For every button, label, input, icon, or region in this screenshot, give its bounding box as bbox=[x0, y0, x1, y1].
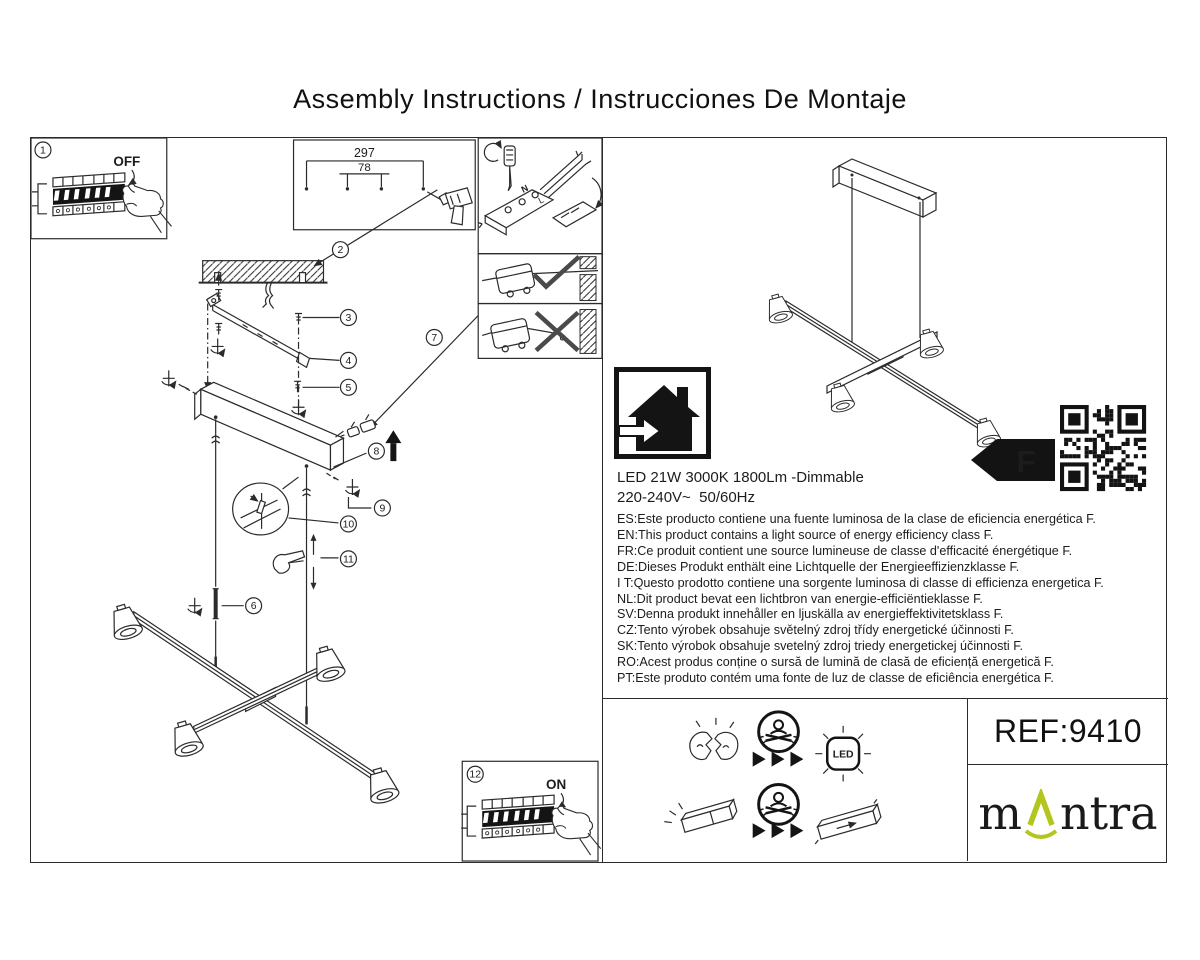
dimension-inner: 78 bbox=[358, 161, 371, 174]
callout-3: 3 bbox=[345, 312, 352, 324]
terminal-cover bbox=[553, 178, 601, 227]
lang-line-ro: RO:Acest produs conține o sursă de lumină de clasă de eficiență energetică F. bbox=[617, 655, 1054, 670]
step-1-panel bbox=[31, 138, 172, 239]
terminal-n-label: N bbox=[519, 182, 530, 195]
callout-2: 2 bbox=[337, 245, 344, 257]
lang-line-sv: SV:Denna produkt innehåller en ljuskälla av energieffektivitetsklass F. bbox=[617, 607, 1004, 622]
ceiling-hole bbox=[300, 273, 306, 283]
replace-arrows bbox=[753, 752, 804, 767]
callout-7: 7 bbox=[431, 332, 438, 344]
assembly-diagram bbox=[31, 138, 602, 862]
assembly-steps-panel bbox=[31, 138, 603, 862]
callout-7-leader bbox=[370, 316, 478, 428]
qualified-person-icon bbox=[759, 784, 799, 824]
push-up-arrow bbox=[385, 430, 401, 461]
callout-4: 4 bbox=[345, 355, 352, 367]
replacement-icons bbox=[603, 699, 968, 861]
callout-2-leader bbox=[315, 190, 438, 266]
spotlight bbox=[763, 292, 793, 325]
replacement-icons-art bbox=[603, 699, 967, 861]
qr-code bbox=[1057, 402, 1149, 494]
flip-off-arrow bbox=[129, 170, 134, 185]
suspension-cable-left bbox=[212, 419, 220, 668]
terminal-l-label: L bbox=[536, 194, 546, 206]
energy-class-letter: F bbox=[1016, 444, 1036, 479]
broken-driver-icon bbox=[660, 788, 738, 837]
energy-language-list bbox=[617, 512, 1162, 687]
off-label: OFF bbox=[113, 153, 141, 169]
lang-line-en: EN:This product contains a light source of energy efficiency class F. bbox=[617, 527, 994, 542]
junction-correct bbox=[478, 254, 602, 304]
page-title: Assembly Instructions / Instrucciones De Montaje bbox=[293, 84, 907, 114]
callout-12: 12 bbox=[469, 769, 482, 781]
footer-panel bbox=[603, 698, 1168, 861]
callout-4-leader bbox=[310, 358, 340, 360]
finished-fixture bbox=[763, 159, 1001, 449]
lang-line-fr: FR:Ce produit contient une source lumineuse de classe d'efficacité énergétique F. bbox=[617, 543, 1073, 558]
qualified-person-icon bbox=[759, 712, 799, 752]
circuit-breaker bbox=[32, 173, 125, 216]
brand-logo-m: m bbox=[978, 785, 1023, 840]
led-driver-icon bbox=[808, 799, 884, 844]
lang-line-it: I T:Questo prodotto contiene una sorgente luminosa di classe di efficienza energetica F. bbox=[617, 575, 1104, 590]
pointing-hand bbox=[123, 184, 172, 233]
brand-logo bbox=[968, 765, 1168, 860]
dimension-outer: 297 bbox=[354, 145, 375, 160]
adjust-hand bbox=[273, 551, 304, 573]
spec-line-2: 220-240V~ 50/60Hz bbox=[617, 489, 756, 506]
broken-lamp-icon bbox=[690, 718, 738, 760]
callout-10-leader bbox=[289, 518, 339, 523]
lang-line-de: DE:Dieses Produkt enthält eine Lichtquelle der Energieeffizienzklasse F. bbox=[617, 559, 1020, 574]
led-badge-label: LED bbox=[832, 749, 854, 761]
on-label: ON bbox=[545, 777, 567, 793]
mains-wires bbox=[263, 283, 274, 309]
callout-8: 8 bbox=[373, 446, 380, 458]
lang-line-cz: CZ:Tento výrobek obsahuje světelný zdroj třídy energetické účinnosti F. bbox=[617, 623, 1014, 638]
wiring-detail bbox=[478, 138, 602, 254]
callout-5: 5 bbox=[345, 382, 352, 394]
quick-connector bbox=[337, 414, 376, 440]
callout-10: 10 bbox=[342, 519, 355, 531]
led-lamp-icon bbox=[815, 726, 871, 782]
lang-line-nl: NL:Dit product bevat een lichtbron van energie-efficiëntieklasse F. bbox=[617, 591, 983, 606]
callout-9: 9 bbox=[379, 503, 386, 515]
lang-line-es: ES:Este producto contiene una fuente luminosa de la clase de eficiencia energética F. bbox=[617, 512, 1096, 526]
drill-holes bbox=[305, 187, 425, 190]
callout-6: 6 bbox=[250, 601, 257, 613]
canopy bbox=[162, 370, 344, 470]
screwdriver-icon bbox=[484, 143, 515, 190]
drill-icon bbox=[427, 188, 472, 225]
spec-line-1: LED 21W 3000K 1800Lm -Dimmable bbox=[617, 469, 864, 486]
drill-template bbox=[294, 140, 476, 230]
main-frame bbox=[30, 137, 1167, 863]
spotlight bbox=[309, 643, 346, 684]
product-info-panel bbox=[603, 138, 1168, 698]
cable-lock-detail bbox=[233, 477, 299, 535]
lang-line-pt: PT:Este produto contém uma fonte de luz de classe de eficiência energética F. bbox=[617, 671, 1054, 686]
callout-9-leader bbox=[348, 497, 371, 508]
lang-line-sk: SK:Tento výrobok obsahuje svetelný zdroj triedy energetickej účinnosti F. bbox=[617, 639, 1024, 654]
step-12-panel bbox=[461, 761, 601, 861]
indoor-use-icon bbox=[617, 370, 709, 457]
fixture-frame bbox=[107, 601, 401, 805]
callout-11: 11 bbox=[343, 554, 354, 566]
brand-logo-ntra: ntra bbox=[1060, 785, 1158, 840]
callout-1: 1 bbox=[40, 145, 46, 157]
junction-wrong bbox=[478, 304, 602, 359]
ceiling-hole bbox=[215, 273, 221, 283]
reference-number: REF:9410 bbox=[968, 699, 1168, 765]
spotlight bbox=[107, 601, 144, 642]
brand-caret-icon bbox=[1023, 789, 1059, 845]
